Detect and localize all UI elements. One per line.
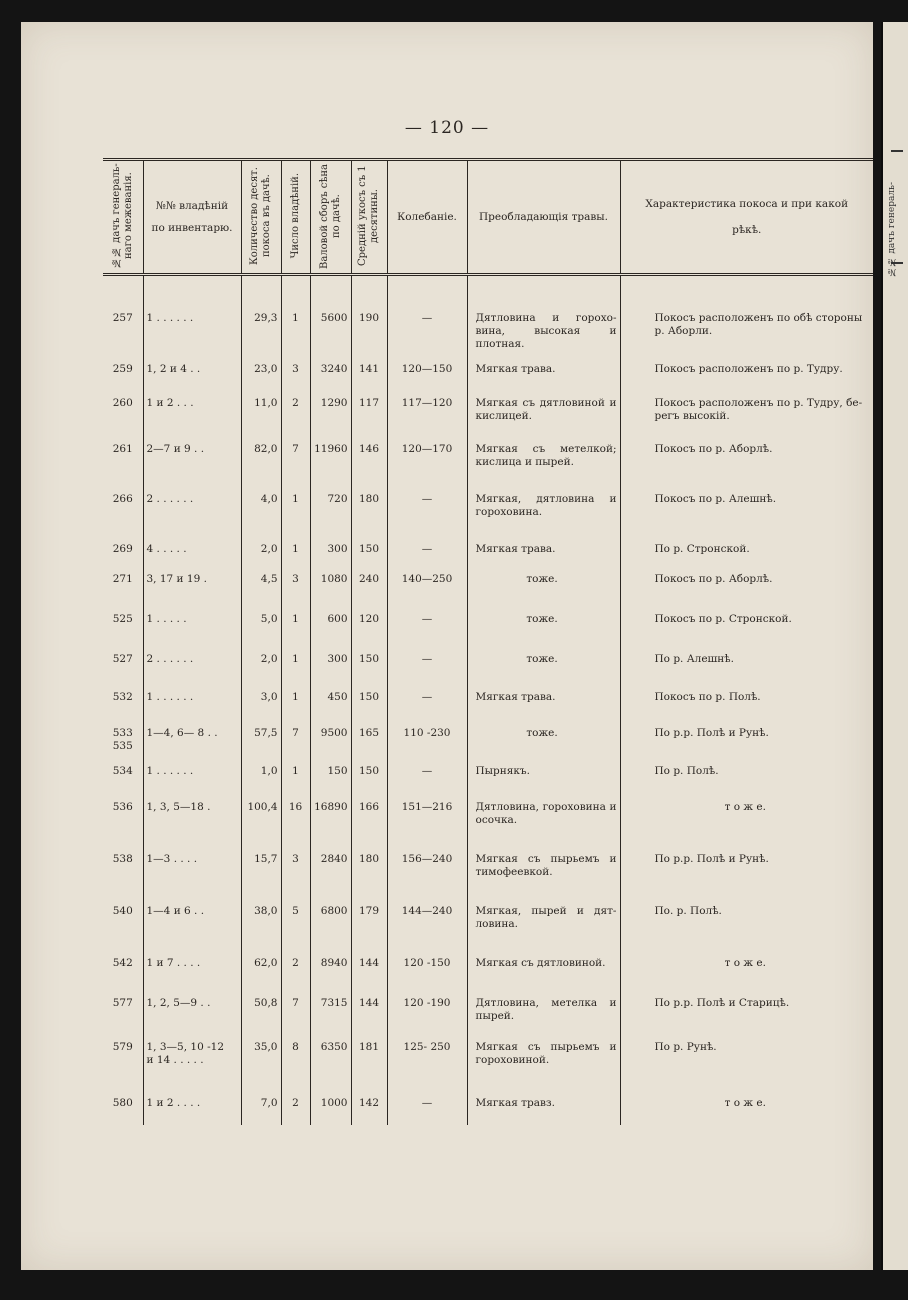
row-inventory: 2 . . . . . .	[143, 491, 241, 541]
row-area: 4,5	[241, 571, 281, 611]
row-dacha-number: 579	[103, 1039, 143, 1095]
row-range: 144—240	[387, 903, 467, 955]
row-average-yield: 120	[351, 611, 387, 651]
row-area: 50,8	[241, 995, 281, 1039]
row-owners-count: 3	[281, 851, 310, 903]
row-characteristic: т о ж е.	[724, 800, 766, 813]
row-grasses: Мягкая трава.	[467, 689, 620, 725]
book-page	[21, 22, 873, 1270]
row-grasses: Мягкая съ пырьемъ и тимофеевкой.	[467, 851, 620, 903]
row-characteristic: По р. Алешнѣ.	[654, 652, 734, 665]
row-grasses: Мягкая съ дятловиной и кислицей.	[467, 395, 620, 441]
row-area: 5,0	[241, 611, 281, 651]
row-characteristic: Покосъ по р. Аборлѣ.	[654, 572, 773, 585]
row-owners-count: 2	[281, 395, 310, 441]
row-area: 11,0	[241, 395, 281, 441]
row-grasses: Дятловина, метелка и пырей.	[467, 995, 620, 1039]
row-owners-count: 7	[281, 995, 310, 1039]
row-owners-count: 1	[281, 689, 310, 725]
row-range: 120—170	[387, 441, 467, 491]
header-area: Количество десят. покоса въ дачѣ.	[241, 160, 281, 275]
row-characteristic: т о ж е.	[724, 956, 766, 969]
row-average-yield: 165	[351, 725, 387, 763]
row-area: 23,0	[241, 361, 281, 395]
row-average-yield: 142	[351, 1095, 387, 1125]
row-gross-hay: 16890	[310, 799, 351, 851]
adjacent-page-text: №№ дачъ генераль-	[887, 182, 897, 277]
row-range: —	[387, 611, 467, 651]
row-gross-hay: 6800	[310, 903, 351, 955]
adjacent-page-edge	[881, 22, 908, 1270]
row-range: 120 -190	[387, 995, 467, 1039]
row-average-yield: 144	[351, 955, 387, 995]
row-average-yield: 117	[351, 395, 387, 441]
row-dacha-number: 259	[103, 361, 143, 395]
row-grasses: Мягкая трава.	[467, 361, 620, 395]
row-gross-hay: 150	[310, 763, 351, 799]
row-gross-hay: 720	[310, 491, 351, 541]
table-row	[103, 441, 873, 491]
row-grasses: Дятловина, гороховина и осочка.	[467, 799, 620, 851]
row-dacha-number: 577	[103, 995, 143, 1039]
row-characteristic: Покосъ по р. Аборлѣ.	[654, 442, 773, 455]
table-row	[103, 361, 873, 395]
row-gross-hay: 6350	[310, 1039, 351, 1095]
row-dacha-number: 261	[103, 441, 143, 491]
row-gross-hay: 8940	[310, 955, 351, 995]
row-characteristic: По р. Стронской.	[654, 542, 750, 555]
row-gross-hay: 3240	[310, 361, 351, 395]
row-grasses: тоже.	[467, 651, 620, 689]
row-area: 2,0	[241, 541, 281, 571]
header-gross: Валовой сборъ сѣна по дачѣ.	[310, 160, 351, 275]
table-row	[103, 995, 873, 1039]
row-owners-count: 1	[281, 611, 310, 651]
row-gross-hay: 300	[310, 541, 351, 571]
row-dacha-number: 257	[103, 275, 143, 361]
row-grasses: Мягкая съ пырьемъ и гороховиной.	[467, 1039, 620, 1095]
row-owners-count: 3	[281, 361, 310, 395]
row-inventory: 2—7 и 9 . .	[143, 441, 241, 491]
row-gross-hay: 300	[310, 651, 351, 689]
row-grasses: Мягкая съ дятловиной.	[467, 955, 620, 995]
row-area: 35,0	[241, 1039, 281, 1095]
header-character: Характеристика покоса и при какой рѣкѣ.	[620, 160, 873, 275]
row-characteristic: По р.р. Полѣ и Старицѣ.	[654, 996, 790, 1009]
row-average-yield: 150	[351, 541, 387, 571]
row-characteristic: Покосъ по р. Алешнѣ.	[654, 492, 777, 505]
row-grasses: Мягкая травз.	[467, 1095, 620, 1125]
row-area: 2,0	[241, 651, 281, 689]
row-average-yield: 240	[351, 571, 387, 611]
row-inventory: 2 . . . . . .	[143, 651, 241, 689]
row-grasses: тоже.	[467, 571, 620, 611]
row-average-yield: 150	[351, 763, 387, 799]
row-owners-count: 1	[281, 541, 310, 571]
table-row	[103, 1039, 873, 1095]
row-range: —	[387, 651, 467, 689]
table-row	[103, 799, 873, 851]
row-range: 120—150	[387, 361, 467, 395]
table-row	[103, 851, 873, 903]
row-average-yield: 146	[351, 441, 387, 491]
hayfield-table	[103, 158, 873, 1125]
row-inventory: 4 . . . . .	[143, 541, 241, 571]
row-area: 1,0	[241, 763, 281, 799]
row-dacha-number: 540	[103, 903, 143, 955]
table-row	[103, 541, 873, 571]
row-gross-hay: 450	[310, 689, 351, 725]
row-characteristic: Покосъ расположенъ по р. Тудру, бе-регъ высокій.	[654, 396, 863, 422]
row-average-yield: 150	[351, 651, 387, 689]
row-inventory: 1—4 и 6 . .	[143, 903, 241, 955]
row-gross-hay: 600	[310, 611, 351, 651]
row-dacha-number: 260	[103, 395, 143, 441]
row-inventory: 1—4, 6— 8 . .	[143, 725, 241, 763]
row-grasses: Мягкая трава.	[467, 541, 620, 571]
row-gross-hay: 7315	[310, 995, 351, 1039]
table-row	[103, 903, 873, 955]
row-owners-count: 2	[281, 955, 310, 995]
row-gross-hay: 9500	[310, 725, 351, 763]
row-inventory: 1 . . . . .	[143, 611, 241, 651]
row-owners-count: 8	[281, 1039, 310, 1095]
row-dacha-number: 534	[103, 763, 143, 799]
row-dacha-number: 266	[103, 491, 143, 541]
row-area: 62,0	[241, 955, 281, 995]
table-row	[103, 763, 873, 799]
table-row	[103, 571, 873, 611]
row-dacha-number: 533 535	[103, 725, 143, 763]
row-grasses: Мягкая, пырей и дят-ловина.	[467, 903, 620, 955]
row-grasses: тоже.	[467, 611, 620, 651]
row-inventory: 1 и 7 . . . .	[143, 955, 241, 995]
row-owners-count: 1	[281, 491, 310, 541]
row-owners-count: 2	[281, 1095, 310, 1125]
row-range: —	[387, 491, 467, 541]
table-row	[103, 725, 873, 763]
row-grasses: Пырнякъ.	[467, 763, 620, 799]
header-grasses: Преобладающія травы.	[467, 160, 620, 275]
row-range: 120 -150	[387, 955, 467, 995]
table-row	[103, 651, 873, 689]
row-range: —	[387, 541, 467, 571]
row-gross-hay: 5600	[310, 275, 351, 361]
row-owners-count: 1	[281, 763, 310, 799]
row-characteristic: По р.р. Полѣ и Рунѣ.	[654, 852, 769, 865]
table-row	[103, 395, 873, 441]
row-average-yield: 180	[351, 851, 387, 903]
table-row	[103, 1095, 873, 1125]
table-row	[103, 611, 873, 651]
row-grasses: Дятловина и горохо-вина, высокая и плотная.	[467, 275, 620, 361]
header-owners: Число владѣній.	[281, 160, 310, 275]
row-inventory: 1 . . . . . .	[143, 763, 241, 799]
row-inventory: 1, 2 и 4 . .	[143, 361, 241, 395]
row-inventory: 3, 17 и 19 .	[143, 571, 241, 611]
row-area: 3,0	[241, 689, 281, 725]
row-dacha-number: 580	[103, 1095, 143, 1125]
row-dacha-number: 269	[103, 541, 143, 571]
row-owners-count: 16	[281, 799, 310, 851]
row-gross-hay: 2840	[310, 851, 351, 903]
row-dacha-number: 538	[103, 851, 143, 903]
row-dacha-number: 532	[103, 689, 143, 725]
row-gross-hay: 1080	[310, 571, 351, 611]
table-body	[103, 275, 873, 1125]
row-average-yield: 166	[351, 799, 387, 851]
row-range: 140—250	[387, 571, 467, 611]
row-characteristic: По р.р. Полѣ и Рунѣ.	[654, 726, 769, 739]
row-inventory: 1, 3, 5—18 .	[143, 799, 241, 851]
row-characteristic: Покосъ расположенъ по обѣ стороны р. Аборли.	[654, 312, 863, 337]
row-characteristic: Покосъ по р. Стронской.	[654, 612, 792, 625]
row-area: 4,0	[241, 491, 281, 541]
table-row	[103, 689, 873, 725]
row-inventory: 1 . . . . . .	[143, 689, 241, 725]
row-owners-count: 7	[281, 725, 310, 763]
row-grasses: тоже.	[467, 725, 620, 763]
row-grasses: Мягкая съ метелкой; кислица и пырей.	[467, 441, 620, 491]
table-row	[103, 955, 873, 995]
row-characteristic: Покосъ расположенъ по р. Тудру.	[654, 362, 843, 375]
row-average-yield: 141	[351, 361, 387, 395]
row-owners-count: 7	[281, 441, 310, 491]
table-row	[103, 275, 873, 361]
row-characteristic: Покосъ по р. Полѣ.	[654, 690, 761, 703]
row-inventory: 1, 2, 5—9 . .	[143, 995, 241, 1039]
row-range: 110 -230	[387, 725, 467, 763]
row-area: 15,7	[241, 851, 281, 903]
row-gross-hay: 1290	[310, 395, 351, 441]
row-inventory: 1 и 2 . . .	[143, 395, 241, 441]
row-area: 100,4	[241, 799, 281, 851]
header-inventory: №№ владѣній по инвентарю.	[143, 160, 241, 275]
row-characteristic: По р. Полѣ.	[654, 764, 719, 777]
header-dacha: №№ дачъ генераль- наго межеванія.	[103, 160, 143, 275]
row-range: 117—120	[387, 395, 467, 441]
row-gross-hay: 11960	[310, 441, 351, 491]
row-characteristic: По р. Рунѣ.	[654, 1040, 717, 1053]
row-owners-count: 3	[281, 571, 310, 611]
header-avg: Средній укосъ съ 1 десятины.	[351, 160, 387, 275]
row-owners-count: 1	[281, 651, 310, 689]
page-number: — 120 —	[404, 118, 490, 138]
row-average-yield: 144	[351, 995, 387, 1039]
row-characteristic: По. р. Полѣ.	[654, 904, 722, 917]
row-dacha-number: 525	[103, 611, 143, 651]
row-average-yield: 181	[351, 1039, 387, 1095]
row-inventory: 1 и 2 . . . .	[143, 1095, 241, 1125]
row-owners-count: 5	[281, 903, 310, 955]
row-range: 125- 250	[387, 1039, 467, 1095]
header-range: Колебаніе.	[387, 160, 467, 275]
table-header-row	[103, 160, 873, 275]
row-gross-hay: 1000	[310, 1095, 351, 1125]
row-dacha-number: 527	[103, 651, 143, 689]
row-average-yield: 190	[351, 275, 387, 361]
row-range: —	[387, 1095, 467, 1125]
row-inventory: 1—3 . . . .	[143, 851, 241, 903]
row-characteristic: т о ж е.	[724, 1096, 766, 1109]
row-dacha-number: 536	[103, 799, 143, 851]
row-dacha-number: 271	[103, 571, 143, 611]
row-owners-count: 1	[281, 275, 310, 361]
row-area: 38,0	[241, 903, 281, 955]
row-average-yield: 179	[351, 903, 387, 955]
row-area: 7,0	[241, 1095, 281, 1125]
row-dacha-number: 542	[103, 955, 143, 995]
row-range: —	[387, 275, 467, 361]
row-inventory: 1, 3—5, 10 -12 и 14 . . . . .	[143, 1039, 241, 1095]
row-average-yield: 180	[351, 491, 387, 541]
row-range: 156—240	[387, 851, 467, 903]
row-area: 29,3	[241, 275, 281, 361]
row-range: —	[387, 689, 467, 725]
row-grasses: Мягкая, дятловина и гороховина.	[467, 491, 620, 541]
row-average-yield: 150	[351, 689, 387, 725]
row-inventory: 1 . . . . . .	[143, 275, 241, 361]
table-row	[103, 491, 873, 541]
row-range: —	[387, 763, 467, 799]
row-area: 57,5	[241, 725, 281, 763]
row-range: 151—216	[387, 799, 467, 851]
row-area: 82,0	[241, 441, 281, 491]
